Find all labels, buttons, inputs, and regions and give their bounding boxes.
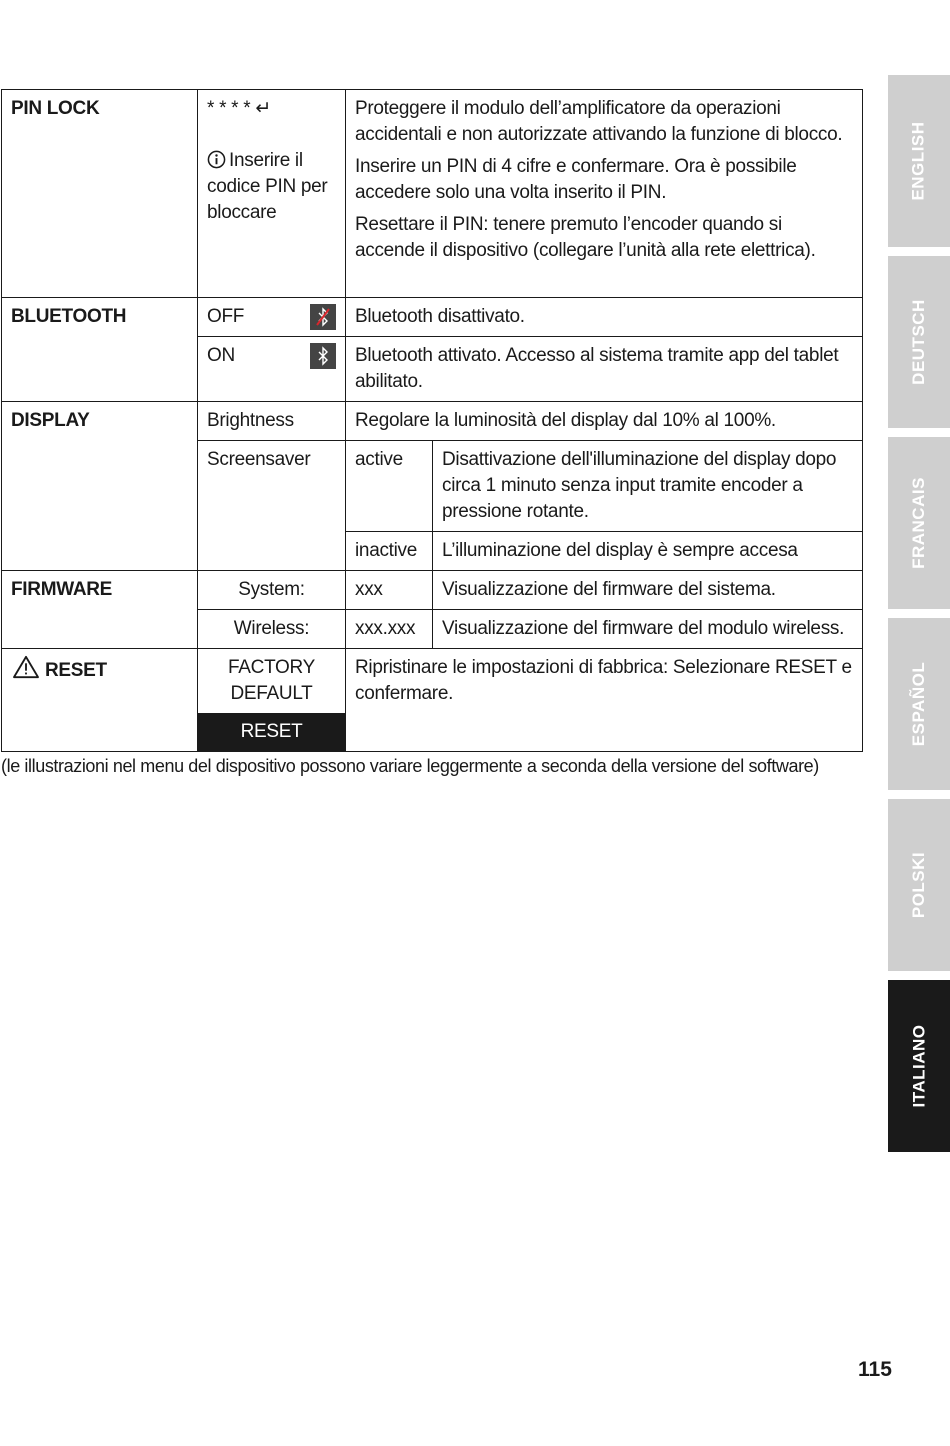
- display-label: DISPLAY: [2, 402, 198, 571]
- reset-description: Ripristinare le impostazioni di fabbrica: Selezionare RESET e confermare.: [346, 649, 863, 752]
- pin-hint-text: Inserire il codice PIN per bloccare: [207, 150, 328, 223]
- factory-default-option: [198, 649, 346, 752]
- pin-lock-desc-3: Resettare il PIN: tenere premuto l’encoder quando si accende il dispositivo (collegare l’unità alla rete elettrica).: [355, 214, 816, 261]
- warning-icon: [11, 655, 41, 679]
- bluetooth-off-row: [2, 298, 863, 337]
- screensaver-inactive-label: inactive: [346, 532, 433, 571]
- firmware-label: FIRMWARE: [2, 571, 198, 649]
- tab-espanol-label: ESPAÑOL: [909, 661, 929, 747]
- bluetooth-off-label: OFF: [207, 306, 245, 327]
- firmware-system-value: xxx: [346, 571, 433, 610]
- pin-lock-row: [2, 90, 863, 298]
- page-number: 115: [858, 1358, 892, 1381]
- tab-english[interactable]: [888, 75, 950, 247]
- pin-hint: [207, 148, 336, 226]
- reset-label: RESET: [45, 660, 107, 681]
- pin-lock-desc-2: Inserire un PIN di 4 cifre e confermare. Ora è possibile accedere solo una volta inserito il PIN.: [355, 156, 797, 203]
- firmware-system-description: Visualizzazione del firmware del sistema.: [433, 571, 863, 610]
- bluetooth-on-description: Bluetooth attivato. Accesso al sistema tramite app del tablet abilitato.: [346, 337, 863, 402]
- bluetooth-icon: [310, 343, 336, 369]
- pin-lock-desc-1: Proteggere il modulo dell’amplificatore da operazioni accidentali e non autorizzate attivando la funzione di blocco.: [355, 98, 843, 145]
- bluetooth-off-description: Bluetooth disattivato.: [346, 298, 863, 337]
- bluetooth-on-option: [198, 337, 346, 402]
- firmware-wireless-value: xxx.xxx: [346, 610, 433, 649]
- pin-lock-label: PIN LOCK: [2, 90, 198, 298]
- tab-english-label: ENGLISH: [909, 121, 928, 201]
- firmware-system-row: [2, 571, 863, 610]
- reset-row: [2, 649, 863, 752]
- pin-lock-description: [346, 90, 863, 298]
- tab-polski[interactable]: [888, 799, 950, 971]
- brightness-description: Regolare la luminosità del display dal 10% al 100%.: [346, 402, 863, 441]
- factory-default-label: FACTORY DEFAULT: [228, 657, 315, 704]
- pin-lock-option: [198, 90, 346, 298]
- reset-heading: [2, 649, 198, 752]
- tab-italiano-label: ITALIANO: [909, 1024, 929, 1108]
- info-icon: [207, 150, 226, 169]
- screensaver-option: Screensaver: [198, 441, 346, 571]
- tab-deutsch-label: DEUTSCH: [909, 299, 929, 385]
- tab-polski-label: POLSKI: [909, 851, 929, 919]
- bluetooth-off-option: [198, 298, 346, 337]
- tab-deutsch[interactable]: [888, 256, 950, 428]
- tab-espanol[interactable]: [888, 618, 950, 790]
- bluetooth-label: BLUETOOTH: [2, 298, 198, 402]
- screensaver-active-label: active: [346, 441, 433, 532]
- pin-code-display: [207, 96, 336, 122]
- screensaver-active-description: Disattivazione dell'illuminazione del display dopo circa 1 minuto senza input tramite encoder a pressione rotante.: [433, 441, 863, 532]
- tab-italiano[interactable]: [888, 980, 950, 1152]
- firmware-wireless-description: Visualizzazione del firmware del modulo wireless.: [433, 610, 863, 649]
- bluetooth-off-icon: [310, 304, 336, 330]
- brightness-option: Brightness: [198, 402, 346, 441]
- bluetooth-on-label: ON: [207, 345, 235, 366]
- tab-francais-label: FRANCAIS: [909, 477, 928, 569]
- firmware-wireless-label: Wireless:: [198, 610, 346, 649]
- reset-button[interactable]: RESET: [198, 713, 345, 751]
- footnote: (le illustrazioni nel menu del dispositivo possono variare leggermente a seconda della versione del software): [1, 756, 819, 776]
- firmware-system-label: System:: [198, 571, 346, 610]
- enter-icon: ↵: [255, 98, 271, 119]
- tab-francais[interactable]: [888, 437, 950, 609]
- settings-table: [1, 89, 863, 752]
- display-brightness-row: [2, 402, 863, 441]
- screensaver-inactive-description: L’illuminazione del display è sempre accesa: [433, 532, 863, 571]
- pin-code: * * * *: [207, 98, 251, 119]
